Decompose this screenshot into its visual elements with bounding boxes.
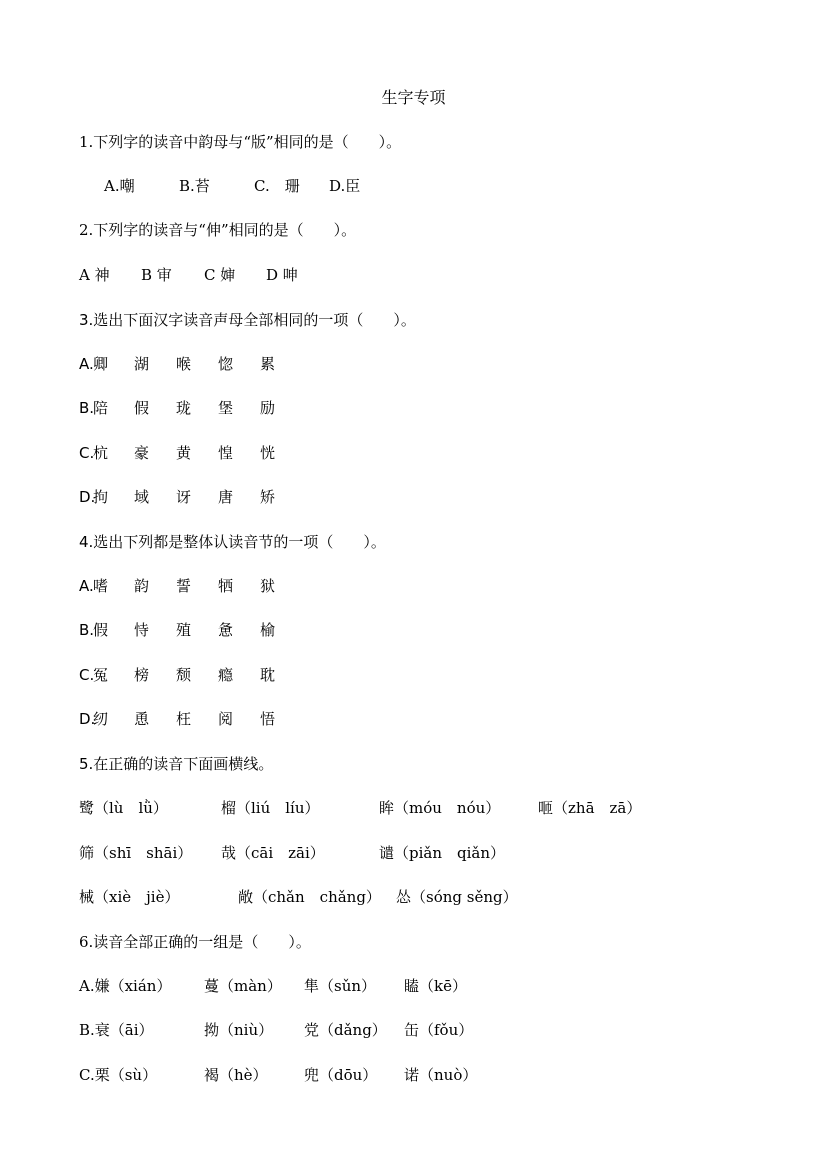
page-title: 生字专项 — [381, 88, 446, 107]
option-char: 冤 — [93, 666, 109, 684]
option-label: B. — [79, 399, 95, 417]
option-char: 纫 — [93, 710, 109, 728]
question-6-item: 兜（dōu） — [304, 1066, 378, 1084]
question-6-item: 缶（fǒu） — [404, 1021, 474, 1039]
question-5-item: 筛（shī shāi） — [79, 844, 193, 862]
option-char: 讶 — [176, 488, 192, 506]
option-char: 枉 — [176, 710, 192, 728]
question-2-option-d: D 呻 — [266, 266, 298, 284]
option-char: 惶 — [218, 444, 234, 462]
question-6-item: 拗（niù） — [204, 1021, 274, 1039]
option-char: 堡 — [218, 399, 234, 417]
option-char: 黄 — [176, 444, 192, 462]
question-5-item: 怂（sóng sěng） — [396, 888, 518, 906]
option-char: 榆 — [260, 621, 276, 639]
question-5-item: 眸（móu nóu） — [379, 799, 501, 817]
option-char: 榜 — [134, 666, 150, 684]
question-5-item: 榴（liú líu） — [221, 799, 320, 817]
option-char: 恍 — [260, 444, 276, 462]
question-5-stem: 5.在正确的读音下面画横线。 — [79, 755, 274, 773]
question-5-item: 哉（cāi zāi） — [221, 844, 325, 862]
option-label: D. — [79, 488, 96, 506]
question-1-stem: 1.下列字的读音中韵母与“版”相同的是（ ）。 — [79, 133, 402, 151]
question-6-item: B.衰（āi） — [79, 1021, 154, 1039]
option-char: 惫 — [218, 621, 234, 639]
option-label: D. — [79, 710, 96, 728]
question-5-item: 鹭（lù lǜ） — [79, 799, 168, 817]
option-char: 恃 — [134, 621, 150, 639]
option-label: A. — [79, 577, 94, 595]
option-char: 阅 — [218, 710, 234, 728]
option-char: 豪 — [134, 444, 150, 462]
question-6-item: 瞌（kē） — [404, 977, 467, 995]
option-char: 卿 — [93, 355, 109, 373]
option-char: 嗜 — [93, 577, 109, 595]
question-2-option-a: A 神 — [79, 266, 110, 284]
option-char: 累 — [260, 355, 276, 373]
option-char: 狱 — [260, 577, 276, 595]
question-3-stem: 3.选出下面汉字读音声母全部相同的一项（ ）。 — [79, 311, 416, 329]
option-char: 杭 — [93, 444, 109, 462]
option-char: 陪 — [93, 399, 109, 417]
option-char: 喉 — [176, 355, 192, 373]
question-6-item: 诺（nuò） — [404, 1066, 478, 1084]
option-char: 珑 — [176, 399, 192, 417]
question-2-option-b: B 审 — [141, 266, 172, 284]
option-char: 殖 — [176, 621, 192, 639]
option-char: 瘾 — [218, 666, 234, 684]
question-6-item: 党（dǎng） — [304, 1021, 387, 1039]
option-char: 韵 — [134, 577, 150, 595]
question-5-item: 咂（zhā zā） — [538, 799, 642, 817]
question-6-item: 隼（sǔn） — [304, 977, 377, 995]
question-5-item: 敞（chǎn chǎng） — [238, 888, 381, 906]
question-6-item: 褐（hè） — [204, 1066, 268, 1084]
option-char: 惚 — [218, 355, 234, 373]
option-char: 假 — [93, 621, 109, 639]
question-6-item: C.栗（sù） — [79, 1066, 158, 1084]
option-label: C. — [79, 666, 95, 684]
option-char: 域 — [134, 488, 150, 506]
option-char: 假 — [134, 399, 150, 417]
option-char: 耽 — [260, 666, 276, 684]
question-4-stem: 4.选出下列都是整体认读音节的一项（ ）。 — [79, 533, 386, 551]
question-1-option-b: B.苔 — [179, 177, 210, 195]
option-char: 湖 — [134, 355, 150, 373]
option-char: 矫 — [260, 488, 276, 506]
question-5-item: 谴（piǎn qiǎn） — [379, 844, 506, 862]
option-char: 誓 — [176, 577, 192, 595]
question-1-option-a: A.嘲 — [104, 177, 135, 195]
option-char: 拘 — [93, 488, 109, 506]
question-1-option-c: C. 珊 — [254, 177, 300, 195]
question-1-option-d: D.臣 — [329, 177, 361, 195]
option-label: B. — [79, 621, 95, 639]
question-6-item: A.嫌（xián） — [79, 977, 172, 995]
question-6-item: 蔓（màn） — [204, 977, 282, 995]
question-2-option-c: C 婶 — [204, 266, 236, 284]
option-char: 唐 — [218, 488, 234, 506]
option-char: 励 — [260, 399, 276, 417]
option-label: A. — [79, 355, 94, 373]
question-2-stem: 2.下列字的读音与“伸”相同的是（ ）。 — [79, 221, 357, 239]
option-char: 牺 — [218, 577, 234, 595]
option-char: 恿 — [134, 710, 150, 728]
option-char: 颓 — [176, 666, 192, 684]
option-label: C. — [79, 444, 95, 462]
option-char: 悟 — [260, 710, 276, 728]
question-5-item: 械（xiè jiè） — [79, 888, 180, 906]
question-6-stem: 6.读音全部正确的一组是（ ）。 — [79, 933, 311, 951]
